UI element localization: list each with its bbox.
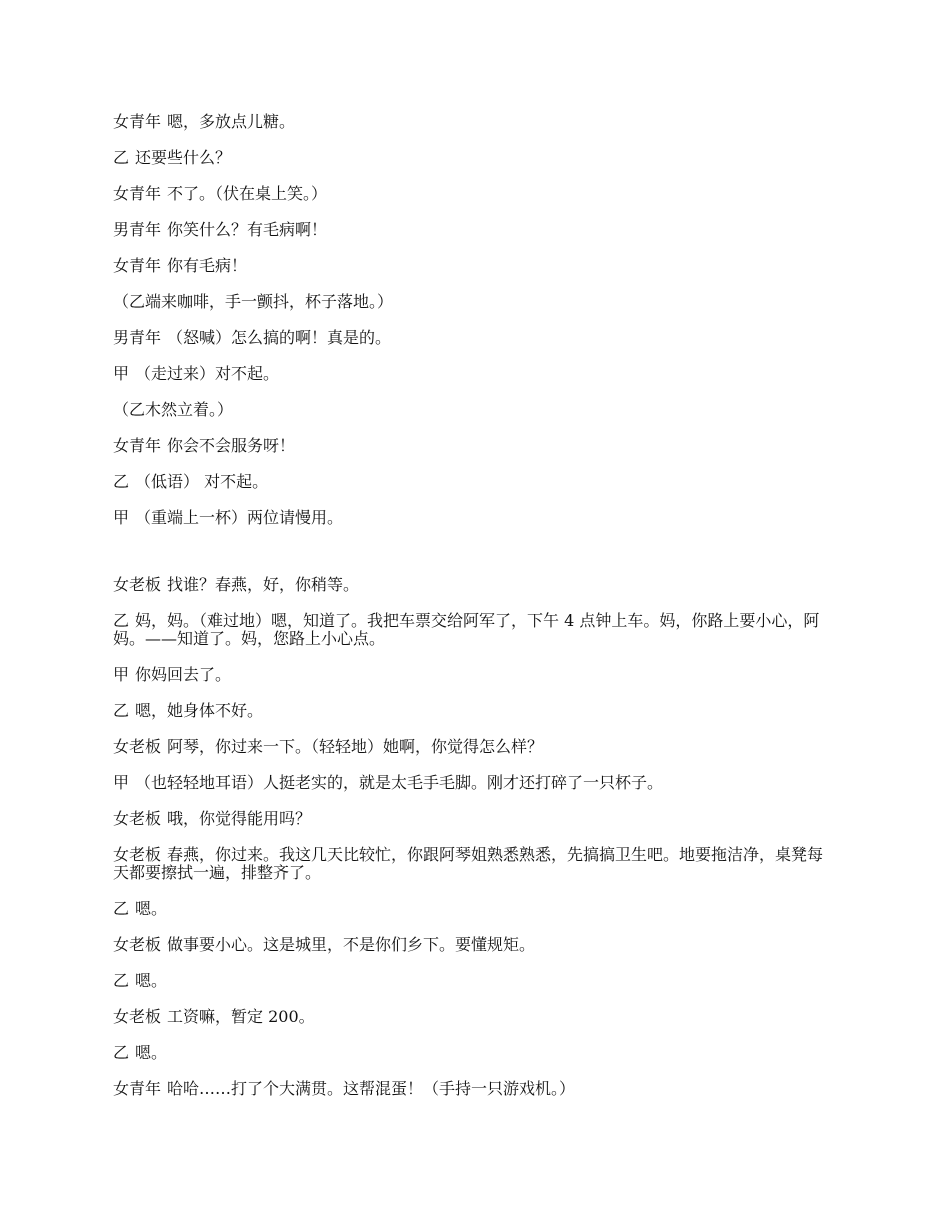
line-text: 你妈回去了。 [135, 665, 232, 684]
line-text: 嗯。 [135, 899, 168, 918]
line-text: 还要些什么？ [135, 148, 232, 167]
stage-direction [113, 293, 833, 311]
speaker-name: 乙 [113, 701, 130, 720]
dialogue-line [113, 437, 833, 455]
line-text: 你笑什么？有毛病啊！ [167, 220, 328, 239]
line-text: 做事要小心。这是城里，不是你们乡下。要懂规矩。 [167, 935, 536, 954]
speaker-name: 女青年 [113, 184, 162, 203]
dialogue-line [113, 774, 833, 792]
line-text: 工资嘛，暂定 200。 [167, 1007, 315, 1026]
speaker-name: 男青年 [113, 328, 162, 347]
speaker-name: 女老板 [113, 845, 162, 864]
line-text: 嗯，她身体不好。 [135, 701, 264, 720]
dialogue-line [113, 702, 833, 720]
dialogue-line [113, 738, 833, 756]
line-text: （乙端来咖啡，手一颤抖，杯子落地。） [113, 292, 394, 311]
dialogue-line [113, 329, 833, 347]
line-text: 哦，你觉得能用吗？ [167, 809, 312, 828]
dialogue-line [113, 576, 833, 594]
speaker-name: 乙 [113, 472, 130, 491]
dialogue-line [113, 846, 833, 882]
line-text: 阿琴，你过来一下。（轻轻地）她啊，你觉得怎么样？ [167, 737, 544, 756]
line-text: （怒喊）怎么搞的啊！真是的。 [167, 328, 392, 347]
stage-direction [113, 401, 833, 419]
line-text: （也轻轻地耳语）人挺老实的，就是太毛手毛脚。刚才还打碎了一只杯子。 [135, 773, 664, 792]
speaker-name: 女青年 [113, 112, 162, 131]
dialogue-line [113, 509, 833, 527]
line-text: 妈，妈。（难过地）嗯，知道了。我把车票交给阿军了，下午 4 点钟上车。妈，你路上要小心，阿妈。——知道了。妈，您路上小心点。 [113, 611, 820, 648]
dialogue-line [113, 185, 833, 203]
line-text: （重端上一杯）两位请慢用。 [135, 508, 344, 527]
dialogue-line [113, 257, 833, 275]
line-text: （低语） 对不起。 [135, 472, 269, 491]
dialogue-line [113, 1008, 833, 1026]
speaker-name: 女青年 [113, 256, 162, 275]
speaker-name: 乙 [113, 971, 130, 990]
dialogue-line [113, 221, 833, 239]
speaker-name: 甲 [113, 508, 130, 527]
dialogue-line [113, 365, 833, 383]
dialogue-line [113, 1080, 833, 1098]
speaker-name: 女老板 [113, 737, 162, 756]
speaker-name: 男青年 [113, 220, 162, 239]
line-text: 嗯。 [135, 1043, 168, 1062]
dialogue-line [113, 473, 833, 491]
speaker-name: 女青年 [113, 1079, 162, 1098]
speaker-name: 甲 [113, 665, 130, 684]
line-text: 嗯，多放点儿糖。 [167, 112, 296, 131]
dialogue-section-2 [113, 576, 833, 1116]
line-text: （乙木然立着。） [113, 400, 234, 419]
speaker-name: 女老板 [113, 575, 162, 594]
line-text: 春燕，你过来。我这几天比较忙，你跟阿琴姐熟悉熟悉，先搞搞卫生吧。地要拖洁净，桌凳每天都要擦拭一遍，排整齐了。 [113, 845, 824, 882]
line-text: 找谁？春燕，好，你稍等。 [167, 575, 360, 594]
dialogue-line [113, 810, 833, 828]
speaker-name: 女青年 [113, 436, 162, 455]
dialogue-section-1 [113, 113, 833, 545]
line-text: 嗯。 [135, 971, 168, 990]
dialogue-line [113, 936, 833, 954]
speaker-name: 女老板 [113, 809, 162, 828]
dialogue-line [113, 900, 833, 918]
dialogue-line [113, 149, 833, 167]
speaker-name: 甲 [113, 364, 130, 383]
dialogue-line [113, 666, 833, 684]
dialogue-line [113, 972, 833, 990]
dialogue-line [113, 612, 833, 648]
line-text: 哈哈……打了个大满贯。这帮混蛋！（手持一只游戏机。） [167, 1079, 576, 1098]
speaker-name: 乙 [113, 611, 130, 630]
line-text: （走过来）对不起。 [135, 364, 280, 383]
speaker-name: 甲 [113, 773, 130, 792]
speaker-name: 女老板 [113, 1007, 162, 1026]
speaker-name: 女老板 [113, 935, 162, 954]
line-text: 你有毛病！ [167, 256, 248, 275]
line-text: 不了。（伏在桌上笑。） [167, 184, 328, 203]
speaker-name: 乙 [113, 1043, 130, 1062]
dialogue-line [113, 1044, 833, 1062]
speaker-name: 乙 [113, 148, 130, 167]
dialogue-line [113, 113, 833, 131]
line-text: 你会不会服务呀！ [167, 436, 296, 455]
speaker-name: 乙 [113, 899, 130, 918]
